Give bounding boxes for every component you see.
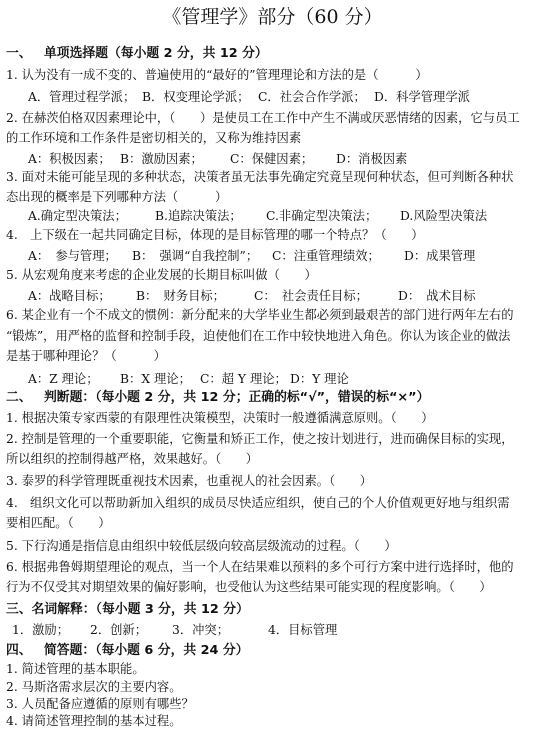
option: B．权变理论学派； bbox=[142, 90, 250, 104]
term: 3．冲突； bbox=[172, 623, 230, 637]
section-title: 判断题：（每小题 2 分，共 12 分；正确的标“√”，错误的标“×”） bbox=[44, 390, 430, 405]
question-3-line1: 3. 面对未能可能呈现的多种状态，决策者虽无法事先确定究竟呈现何种状态，但可判断各种状 bbox=[6, 170, 514, 184]
section-heading-4 bbox=[6, 641, 249, 660]
option: B.追踪决策法； bbox=[155, 209, 242, 223]
option: D.风险型决策法 bbox=[400, 209, 488, 223]
question-5: 5. 从宏观角度来考虑的企业发展的长期目标叫做（ ） bbox=[6, 268, 317, 282]
judgment-item: 2. 控制是管理的一个重要职能，它衡量和矫正工作，使之按计划进行，进而确保目标的实现， bbox=[6, 432, 514, 446]
option: D：消极因素 bbox=[336, 152, 408, 166]
page-title: 《管理学》部分（60 分） bbox=[162, 6, 383, 28]
option: A．管理过程学派； bbox=[28, 90, 136, 104]
option: C：保健因素； bbox=[230, 152, 314, 166]
option: B： 强调“自我控制”； bbox=[132, 249, 259, 263]
option: C：超 Y 理论； bbox=[200, 372, 287, 386]
question-6-line3: 是基于哪种理论？（ ） bbox=[6, 349, 166, 363]
question-1: 1. 认为没有一成不变的、普遍使用的“最好的”管理理论和方法的是（ ） bbox=[6, 68, 428, 82]
option: A：Z 理论； bbox=[28, 372, 99, 386]
short-answer-item: 2. 马斯洛需求层次的主要内容。 bbox=[6, 680, 182, 694]
question-6-line1: 6. 某企业有一个不成文的惯例：新分配来的大学毕业生都必须到最艰苦的部门进行两年左右的 bbox=[6, 308, 514, 322]
question-4: 4. 上下级在一起共同确定目标，体现的是目标管理的哪一个特点？（ ） bbox=[6, 228, 424, 242]
term: 1．激励； bbox=[12, 623, 70, 637]
term: 4．目标管理 bbox=[268, 623, 338, 637]
section-number: 四、 bbox=[6, 643, 32, 658]
option: A.确定型决策法； bbox=[28, 209, 127, 223]
judgment-item: 1. 根据决策专家西蒙的有限理性决策模型，决策时一般遵循满意原则。（ ） bbox=[6, 411, 434, 425]
section-heading-1 bbox=[6, 44, 268, 63]
option: D：Y 理论 bbox=[290, 372, 349, 386]
section-heading-3 bbox=[6, 600, 249, 619]
option: C．社会合作学派； bbox=[258, 90, 366, 104]
question-6-line2: “锻炼”，用严格的监督和控制手段，迫使他们在工作中较快地进入角色。你认为该企业的做法 bbox=[6, 329, 511, 343]
option: A：战略目标； bbox=[28, 289, 111, 303]
short-answer-item: 3. 人员配备应遵循的原则有哪些？ bbox=[6, 697, 194, 711]
option: B： 财务目标； bbox=[136, 289, 225, 303]
question-2-line1: 2. 在赫茨伯格双因素理论中，（ ）是使员工在工作中产生不满或厌恶情绪的因素，它与员工 bbox=[6, 111, 520, 125]
section-title: 简答题：（每小题 6 分，共 24 分） bbox=[44, 643, 249, 658]
question-2-line2: 的工作环境和工作条件是密切相关的，又称为维持因素 bbox=[6, 131, 302, 145]
judgment-item: 5. 下行沟通是指信息由组织中较低层级向较高层级流动的过程。（ ） bbox=[6, 539, 397, 553]
judgment-item: 行为不仅受其对期望效果的偏好影响，也受他认为这些结果可能实现的程度影响。（ ） bbox=[6, 580, 492, 594]
short-answer-item: 1. 简述管理的基本职能。 bbox=[6, 662, 145, 676]
option: D： 战术目标 bbox=[398, 289, 476, 303]
section-number: 三、 bbox=[6, 602, 32, 617]
option: A： 参与管理； bbox=[28, 249, 117, 263]
option: C： 社会责任目标； bbox=[254, 289, 368, 303]
question-3-line2: 态出现的概率是下列哪种方法（ ） bbox=[6, 190, 228, 204]
option: B：激励因素； bbox=[120, 152, 203, 166]
section-title: 名词解释：（每小题 3 分，共 12 分） bbox=[31, 602, 249, 617]
section-number: 二、 bbox=[6, 390, 32, 405]
option: C：注重管理绩效； bbox=[272, 249, 380, 263]
term: 2．创新； bbox=[90, 623, 148, 637]
short-answer-item: 4. 请简述管理控制的基本过程。 bbox=[6, 714, 182, 728]
judgment-item: 4. 组织文化可以帮助新加入组织的成员尽快适应组织，使自己的个人价值观更好地与组织需 bbox=[6, 496, 510, 510]
section-title: 单项选择题（每小题 2 分，共 12 分） bbox=[44, 46, 268, 61]
judgment-item: 3. 泰罗的科学管理既重视技术因素，也重视人的社会因素。（ ） bbox=[6, 474, 373, 488]
option: D：成果管理 bbox=[404, 249, 476, 263]
section-number: 一、 bbox=[6, 46, 32, 61]
option: B：X 理论； bbox=[120, 372, 191, 386]
judgment-item: 6. 根据弗鲁姆期望理论的观点，当一个人在结果难以预料的多个可行方案中进行选择时，他的 bbox=[6, 560, 514, 574]
judgment-item: 要相匹配。（ ） bbox=[6, 516, 111, 530]
option: C.非确定型决策法； bbox=[266, 209, 378, 223]
section-heading-2 bbox=[6, 388, 429, 407]
option: A：积极因素； bbox=[28, 152, 111, 166]
option: D．科学管理学派 bbox=[374, 90, 470, 104]
judgment-item: 所以组织的控制得越严格，效果越好。（ ） bbox=[6, 452, 259, 466]
